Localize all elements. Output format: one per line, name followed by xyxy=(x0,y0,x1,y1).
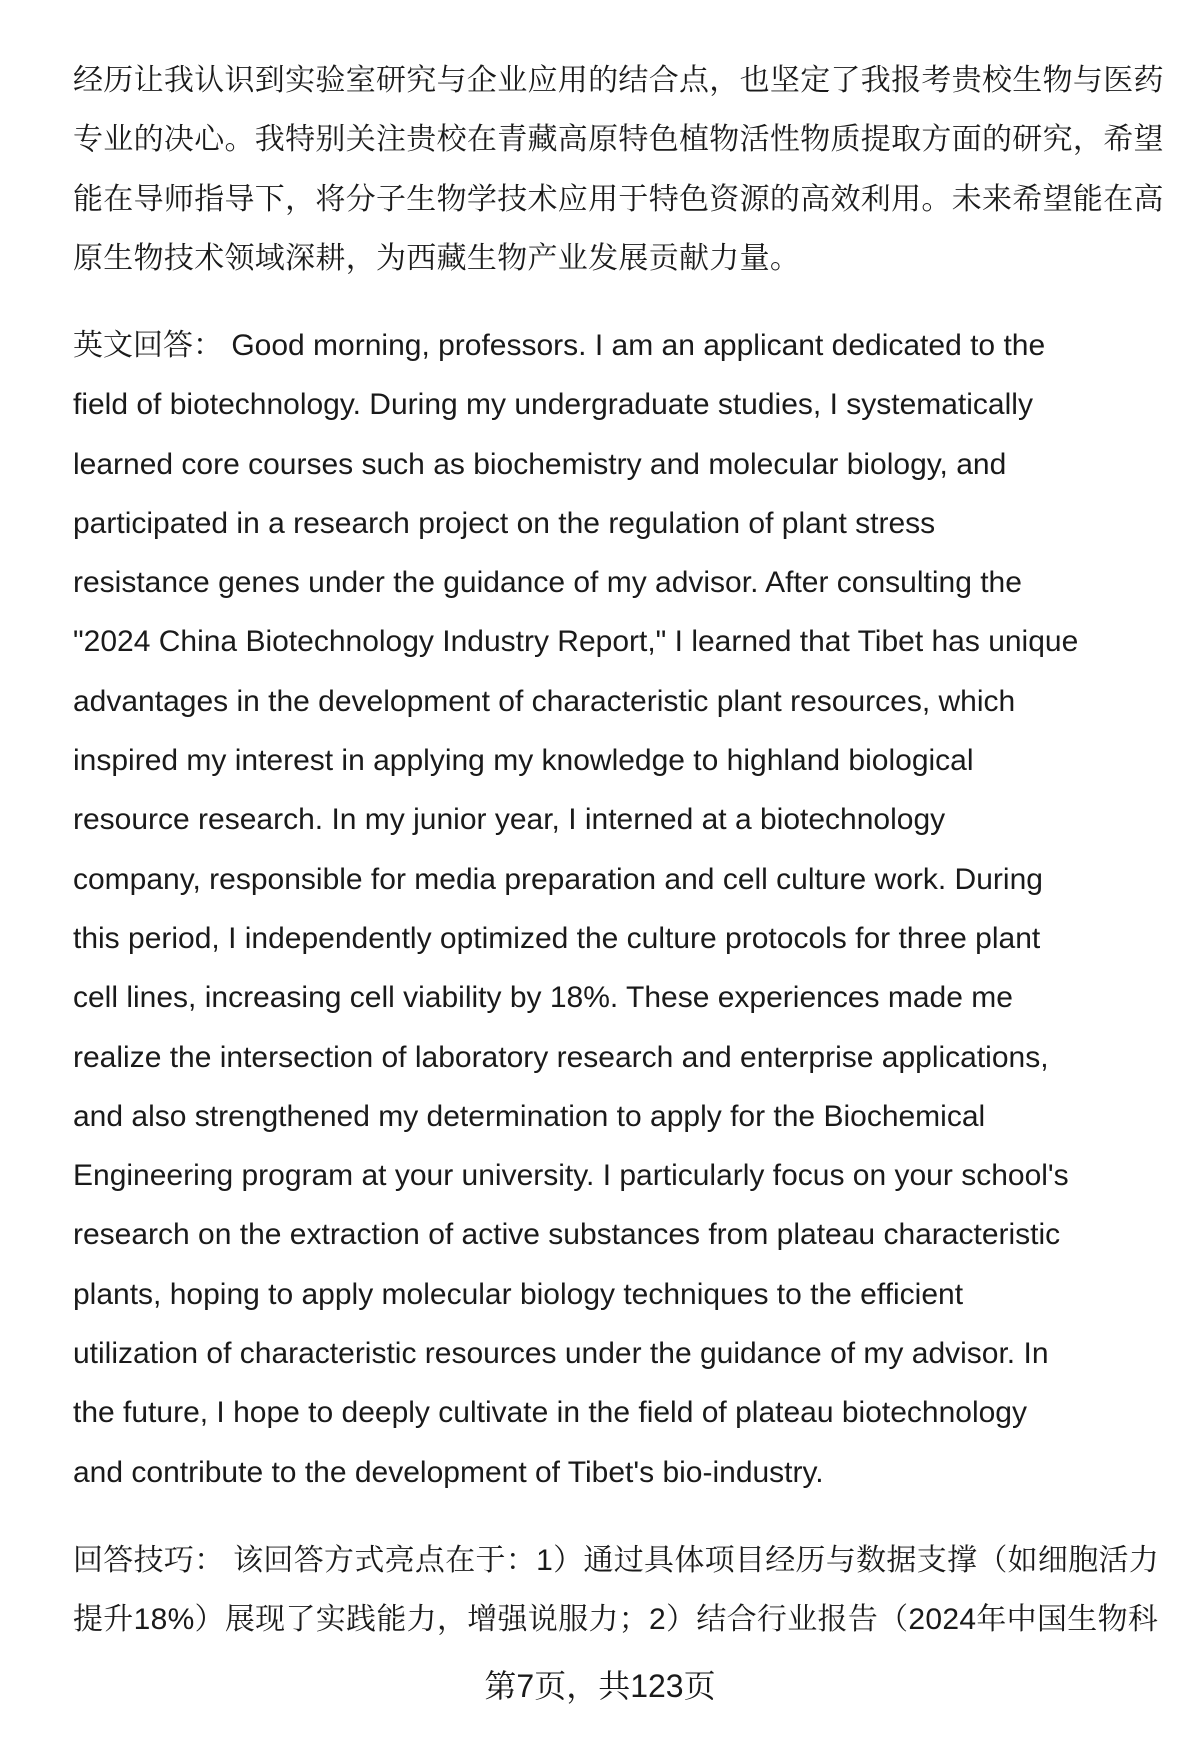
text-line: learned core courses such as biochemistry and molecular biology, and xyxy=(73,447,1007,481)
text-line: the future, I hope to deeply cultivate in the field of plateau biotechnology xyxy=(73,1396,1027,1430)
text-line: resistance genes under the guidance of my advisor. After consulting the xyxy=(73,566,1022,600)
text-line: "2024 China Biotechnology Industry Report," I learned that Tibet has unique xyxy=(73,625,1079,659)
text-line: company, responsible for media preparation and cell culture work. During xyxy=(73,862,1043,896)
text-line: 能在导师指导下，将分子生物学技术应用于特色资源的高效利用。未来希望能在高 xyxy=(73,182,1164,216)
text-line: and contribute to the development of Tibet's bio-industry. xyxy=(73,1455,824,1489)
text-line: and also strengthened my determination to apply for the Biochemical xyxy=(73,1099,986,1133)
text-line: realize the intersection of laboratory research and enterprise applications, xyxy=(73,1040,1049,1074)
text-line: participated in a research project on the regulation of plant stress xyxy=(73,506,936,540)
text-line: cell lines, increasing cell viability by 18%. These experiences made me xyxy=(73,981,1013,1015)
text-line: 专业的决心。我特别关注贵校在青藏高原特色植物活性物质提取方面的研究，希望 xyxy=(73,123,1164,157)
text-line: Engineering program at your university. I particularly focus on your school's xyxy=(73,1159,1069,1193)
text-line: resource research. In my junior year, I interned at a biotechnology xyxy=(73,803,946,837)
paragraph-chinese-answer xyxy=(73,51,1163,288)
text-line: utilization of characteristic resources under the guidance of my advisor. In xyxy=(73,1337,1049,1371)
text-line: 回答技巧： 该回答方式亮点在于：1）通过具体项目经历与数据支撑（如细胞活力 xyxy=(73,1544,1160,1577)
text-line: research on the extraction of active substances from plateau characteristic xyxy=(73,1218,1061,1252)
paragraph-english-answer xyxy=(73,316,1163,1502)
text-line: field of biotechnology. During my undergraduate studies, I systematically xyxy=(73,388,1033,422)
text-line: 英文回答： Good morning, professors. I am an applicant dedicated to the xyxy=(73,329,1046,362)
text-line: 原生物技术领域深耕，为西藏生物产业发展贡献力量。 xyxy=(73,241,801,275)
text-line: 提升18%）展现了实践能力，增强说服力；2）结合行业报告（2024年中国生物科 xyxy=(73,1603,1159,1637)
paragraph-answer-tips xyxy=(73,1531,1163,1650)
text-line: inspired my interest in applying my knowledge to highland biological xyxy=(73,744,974,778)
text-line: advantages in the development of characteristic plant resources, which xyxy=(73,684,1016,718)
text-line: this period, I independently optimized the culture protocols for three plant xyxy=(73,921,1041,955)
page-number: 第7页，共123页 xyxy=(484,1668,716,1704)
text-line: 经历让我认识到实验室研究与企业应用的结合点，也坚定了我报考贵校生物与医药 xyxy=(73,64,1164,97)
text-line: plants, hoping to apply molecular biology techniques to the efficient xyxy=(73,1277,964,1311)
